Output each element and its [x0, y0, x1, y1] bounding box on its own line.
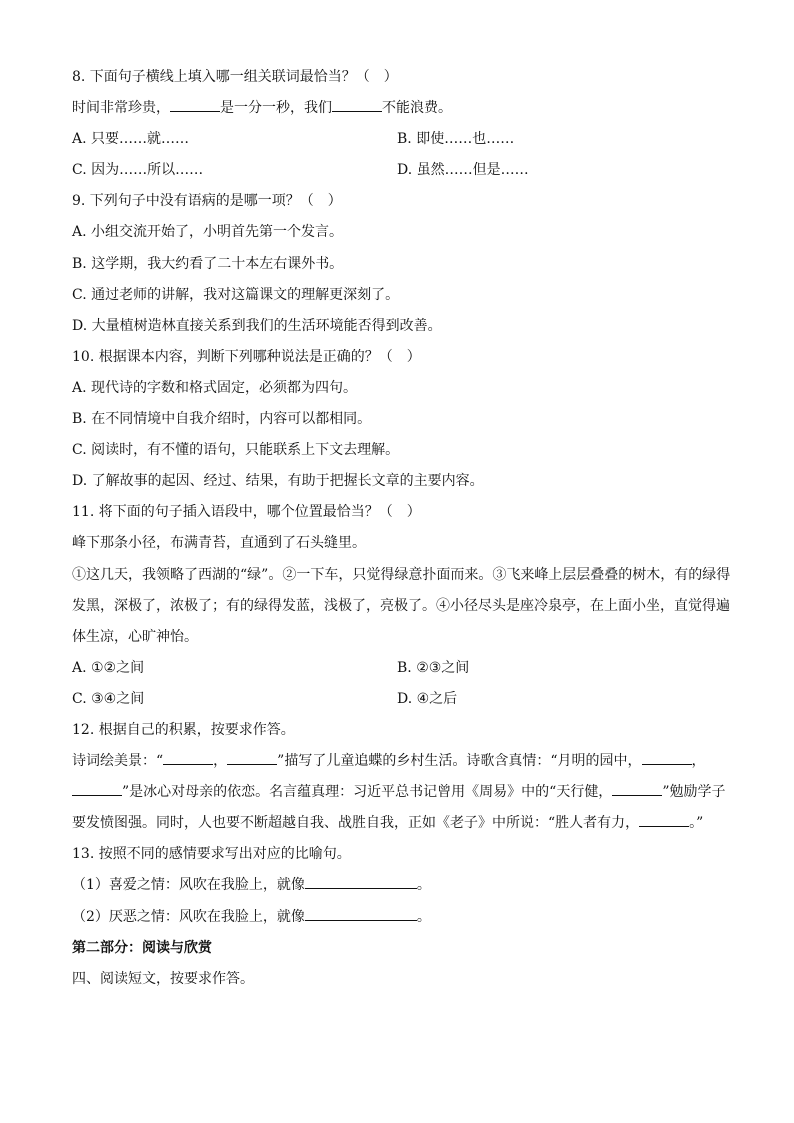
- q13-item-1-end: 。: [416, 877, 431, 894]
- q12-blank-3: [642, 750, 692, 765]
- exam-page: [72, 62, 732, 995]
- q12-blank-1: [163, 750, 213, 765]
- q11-option-a: A. ①②之间: [72, 659, 145, 676]
- q13-item-1-text: （1）喜爱之情：风吹在我脸上，就像: [72, 877, 305, 894]
- q12-text-4: ，: [691, 753, 706, 770]
- q8-stem: 8. 下面句子横线上填入哪一组关联词最恰当？（ ）: [72, 69, 398, 85]
- q13-item-1: [72, 870, 732, 901]
- q12-text-5: ”是冰心对母亲的依恋。名言蕴真理：习近平总书记曾用《周易》中的“天行健，: [122, 784, 613, 801]
- q13-item-2-end: 。: [416, 908, 431, 925]
- q13-stem: 13. 按照不同的感情要求写出对应的比喻句。: [72, 846, 351, 863]
- q11-options-row-1: [72, 653, 732, 684]
- q11-option-b: B. ②③之间: [397, 659, 470, 676]
- q8-sentence: [72, 93, 732, 124]
- q12-stem: 12. 根据自己的积累，按要求作答。: [72, 721, 295, 738]
- q12-text-7: 。”: [689, 815, 704, 832]
- q9-option-d: D. 大量植树造林直接关系到我们的生活环境能否得到改善。: [72, 317, 442, 334]
- q12-text-6: ”勉励学子要发愤图强。同时，人也要不断超越自我、战胜自我，正如《老子》中所说：“胜人者有力，: [72, 784, 726, 832]
- q10-option-a: A. 现代诗的字数和格式固定，必须都为四句。: [72, 379, 358, 396]
- q11-option-d: D. ④之后: [397, 690, 458, 707]
- q12-text-2: ，: [213, 753, 228, 770]
- q11-stem: 11. 将下面的句子插入语段中，哪个位置最恰当？（ ）: [72, 504, 421, 521]
- q12-blank-4: [72, 781, 122, 796]
- q8-options-row-1: [72, 124, 732, 155]
- q12-blank-6: [639, 812, 689, 827]
- q11-insert-sentence: 峰下那条小径，布满青苔，直通到了石头缝里。: [72, 535, 366, 552]
- q8-blank-1: [170, 97, 220, 112]
- q12-text-1: 诗词绘美景：“: [72, 753, 164, 770]
- q9-option-b: B. 这学期，我大约看了二十本左右课外书。: [72, 255, 344, 272]
- q13-item-2-text: （2）厌恶之情：风吹在我脸上，就像: [72, 908, 305, 925]
- q12-body: [72, 746, 732, 839]
- q11-option-c: C. ③④之间: [72, 690, 145, 707]
- q9-option-a: A. 小组交流开始了，小明首先第一个发言。: [72, 224, 344, 241]
- q8-option-b: B. 即使……也……: [397, 131, 515, 148]
- q12-blank-2: [227, 750, 277, 765]
- q10-option-b: B. 在不同情境中自我介绍时，内容可以都相同。: [72, 411, 372, 428]
- q8-sentence-part3: 不能浪费。: [382, 100, 452, 117]
- q8-option-c: C. 因为……所以……: [72, 162, 204, 179]
- q11-passage: ①这几天，我领略了西湖的“绿”。②一下车，只觉得绿意扑面而来。③飞来峰上层层叠叠的树木，有的绿得发黑，深极了，浓极了；有的绿得发蓝，浅极了，亮极了。④小径尽头是座冷泉亭，在上面小坐，直觉得遍体生凉，心旷神怡。: [72, 566, 731, 645]
- q10-option-d: D. 了解故事的起因、经过、结果，有助于把握长文章的主要内容。: [72, 473, 484, 490]
- q11-options-row-2: [72, 684, 732, 715]
- q8-sentence-part2: 是一分一秒，我们: [220, 100, 332, 117]
- q13-item-2: [72, 902, 732, 933]
- q10-stem: 10. 根据课本内容，判断下列哪种说法是正确的？（ ）: [72, 348, 421, 365]
- q12-text-3: ”描写了儿童追蝶的乡村生活。诗歌含真情：“月明的园中，: [277, 753, 642, 770]
- section-2-title: 第二部分：阅读与欣赏: [72, 939, 212, 956]
- q8-options-row-2: [72, 155, 732, 186]
- q9-option-c: C. 通过老师的讲解，我对这篇课文的理解更深刻了。: [72, 286, 400, 303]
- q8-option-d: D. 虽然……但是……: [397, 162, 529, 179]
- q8-sentence-part1: 时间非常珍贵，: [72, 100, 170, 117]
- q8-blank-2: [332, 97, 382, 112]
- section-2-subtitle: 四、阅读短文，按要求作答。: [72, 970, 254, 987]
- q9-stem: 9. 下列句子中没有语病的是哪一项？（ ）: [72, 193, 342, 210]
- q10-option-c: C. 阅读时，有不懂的语句，只能联系上下文去理解。: [72, 442, 400, 459]
- q13-blank-2: [305, 906, 417, 921]
- q13-blank-1: [305, 874, 417, 889]
- q8-option-a: A. 只要……就……: [72, 131, 190, 148]
- q12-blank-5: [612, 781, 662, 796]
